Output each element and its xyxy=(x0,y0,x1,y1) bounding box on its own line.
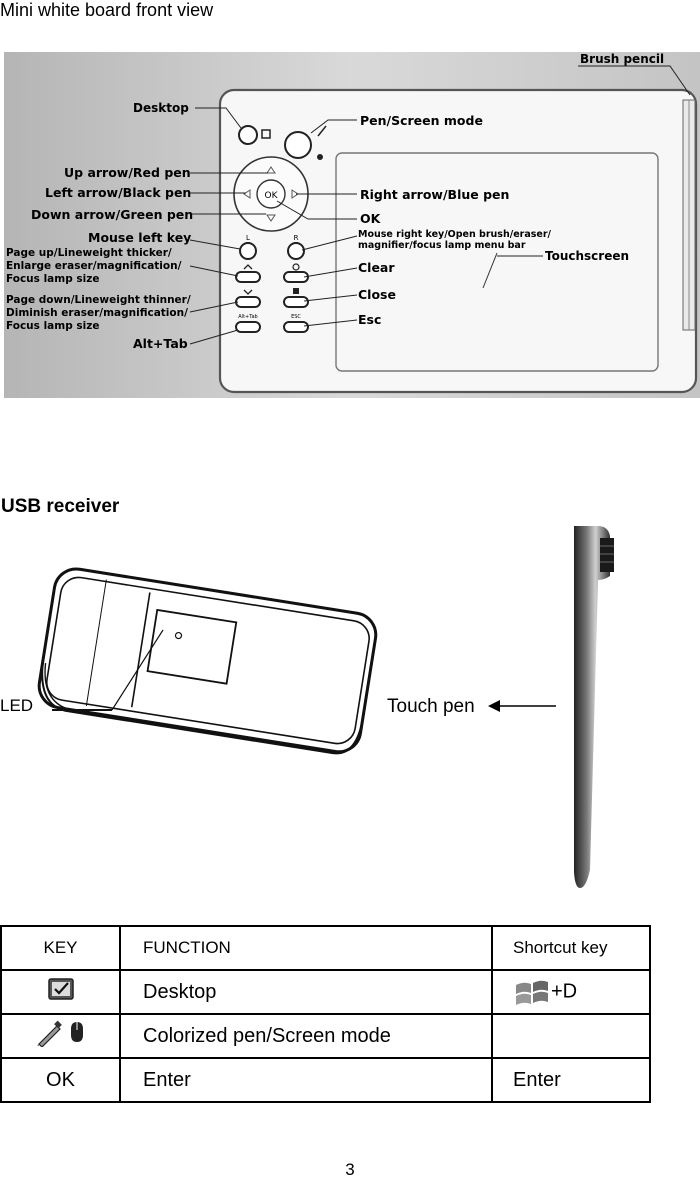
mouse-left-button xyxy=(240,243,256,259)
header-shortcut: Shortcut key xyxy=(492,926,650,970)
label-pen-screen-mode: Pen/Screen mode xyxy=(360,113,483,128)
label-touchscreen: Touchscreen xyxy=(545,249,630,263)
label-page-down-3: Focus lamp size xyxy=(6,320,100,332)
function-enter: Enter xyxy=(120,1058,492,1102)
header-key: KEY xyxy=(1,926,120,970)
label-brush-pencil: Brush pencil xyxy=(580,52,665,66)
label-close: Close xyxy=(358,287,396,302)
touch-pen-label: Touch pen xyxy=(387,696,475,717)
mouse-right-button xyxy=(288,243,304,259)
label-esc: Esc xyxy=(358,312,382,327)
label-page-up-1: Page up/Lineweight thicker/ xyxy=(6,247,172,259)
label-up-arrow: Up arrow/Red pen xyxy=(64,165,191,180)
label-mouse-left: Mouse left key xyxy=(88,230,192,245)
shortcut-enter: Enter xyxy=(492,1058,650,1102)
page-number: 3 xyxy=(345,1160,355,1179)
pen-mouse-icon xyxy=(35,1019,87,1047)
label-down-arrow: Down arrow/Green pen xyxy=(31,207,194,222)
header-function: FUNCTION xyxy=(120,926,492,970)
label-page-up-2: Enlarge eraser/magnification/ xyxy=(6,260,182,272)
desktop-button xyxy=(239,126,257,144)
key-table xyxy=(0,925,651,1103)
function-desktop: Desktop xyxy=(120,970,492,1014)
front-view-title: Mini white board front view xyxy=(0,0,214,20)
key-ok: OK xyxy=(1,1058,120,1102)
windows-logo-icon xyxy=(513,977,551,1007)
label-page-up-3: Focus lamp size xyxy=(6,273,100,285)
led-label: LED xyxy=(0,696,34,715)
usb-receiver-diagram xyxy=(0,520,700,895)
touch-pen xyxy=(574,526,614,888)
svg-text:ESC: ESC xyxy=(291,314,301,320)
shortcut-desktop: +D xyxy=(551,980,578,1003)
svg-text:Alt+Tab: Alt+Tab xyxy=(238,314,258,320)
pen-screen-mode-button xyxy=(285,132,311,158)
whiteboard-diagram xyxy=(0,0,700,410)
usb-receiver xyxy=(36,566,379,757)
alt-tab-button xyxy=(236,322,260,332)
page-down-button xyxy=(236,297,260,307)
label-mouse-right-2: magnifier/focus lamp menu bar xyxy=(358,240,526,251)
label-mouse-right-1: Mouse right key/Open brush/eraser/ xyxy=(358,229,551,240)
label-ok: OK xyxy=(360,211,381,226)
svg-text:L: L xyxy=(246,234,250,242)
svg-text:R: R xyxy=(293,234,299,242)
svg-text:OK: OK xyxy=(264,191,278,201)
usb-receiver-title: USB receiver xyxy=(1,496,120,517)
label-desktop: Desktop xyxy=(133,101,189,115)
label-page-down-2: Diminish eraser/magnification/ xyxy=(6,307,188,319)
esc-button xyxy=(284,322,308,332)
table-header-row xyxy=(1,926,650,970)
label-left-arrow: Left arrow/Black pen xyxy=(45,185,192,200)
desktop-icon xyxy=(47,976,75,1002)
label-clear: Clear xyxy=(358,260,395,275)
page-up-button xyxy=(236,272,260,282)
label-right-arrow: Right arrow/Blue pen xyxy=(360,187,510,202)
label-page-down-1: Page down/Lineweight thinner/ xyxy=(6,294,191,306)
label-alt-tab: Alt+Tab xyxy=(133,336,188,351)
function-pen-screen-mode: Colorized pen/Screen mode xyxy=(120,1014,492,1058)
table-row xyxy=(1,1014,650,1058)
close-button xyxy=(284,297,308,307)
table-row xyxy=(1,1058,650,1102)
shortcut-pen-screen-mode xyxy=(492,1014,650,1058)
table-row xyxy=(1,970,650,1014)
